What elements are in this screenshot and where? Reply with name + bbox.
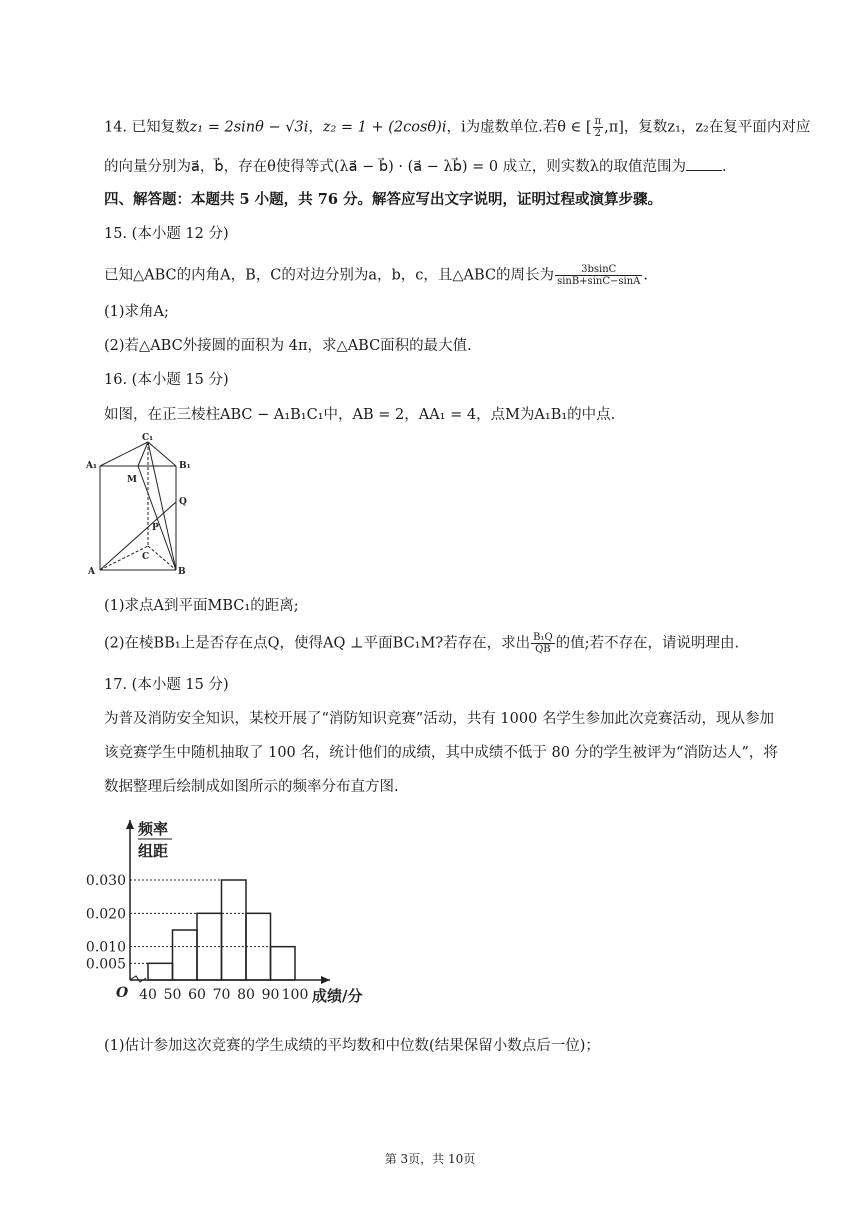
x-tick-label: 90 <box>261 987 280 1003</box>
q14-text-d: 的向量分别为a⃗，b⃗，存在θ使得等式(λa⃗ − b⃗) · (a⃗ − λb⃗) = 0 成立，则实数λ的取值范围为 <box>104 159 686 175</box>
q15-stem <box>104 264 648 287</box>
q15-stem-text: 已知△ABC的内角A，B，C的对边分别为a，b，c，且△ABC的周长为 <box>104 267 555 284</box>
label-A: A <box>88 567 95 577</box>
x-tick-label: 100 <box>281 987 309 1003</box>
x-axis-arrow-icon <box>321 976 330 984</box>
q14-text-a: 14. 已知复数 <box>104 119 190 136</box>
q16-part2 <box>104 632 739 655</box>
q16-ratio-frac: $\frac{\text{B₁Q}}{QB}$ <box>533 632 553 655</box>
x-axis-label: 成绩/分 <box>312 987 363 1005</box>
y-axis-label-bottom: 组距 <box>138 842 169 860</box>
q17-part1: (1)估计参加这次竞赛的学生成绩的平均数和中位数(结果保留小数点后一位)； <box>104 1038 600 1054</box>
q15-part2: (2)若△ABC外接圆的面积为 4π，求△ABC面积的最大值. <box>104 338 472 354</box>
label-C1: C₁ <box>142 433 154 443</box>
label-C: C <box>142 552 150 562</box>
section-4-heading: 四、解答题：本题共 5 小题，共 76 分。解答应写出文字说明，证明过程或演算步骤。 <box>104 191 662 208</box>
q16-part2-text: (2)在棱BB₁上是否存在点Q，使得AQ ⊥平面BC₁M?若存在，求出 <box>104 635 531 652</box>
axis-break-mark <box>130 976 146 982</box>
answer-blank <box>686 158 722 171</box>
q17-stem-3: 数据整理后绘制成如图所示的频率分布直方图. <box>104 779 399 795</box>
q14-line2 <box>104 157 727 177</box>
label-B1: B₁ <box>179 461 191 471</box>
x-tick-label: 70 <box>212 987 231 1003</box>
histogram-bar <box>197 913 222 980</box>
q15-part1: (1)求角A; <box>104 304 169 320</box>
prism-figure <box>80 432 210 582</box>
label-P: P <box>152 523 159 533</box>
y-tick-label: 0.020 <box>85 906 126 923</box>
label-A1: A₁ <box>86 461 97 471</box>
q14-z2: z₂ = 1 + (2cosθ)i <box>322 119 447 136</box>
q14-text-c: ,π]，复数z₁，z₂在复平面内对应 <box>604 119 811 136</box>
q16-stem: 如图，在正三棱柱ABC − A₁B₁C₁中，AB = 2，AA₁ = 4，点M为A₁B₁的中点. <box>104 407 616 423</box>
q15-header: 15. (本小题 12 分) <box>104 226 229 242</box>
q15-perimeter-frac: $\frac{3bsinC}{\sin B+\sin C-\sin A}$ <box>557 264 641 287</box>
q16-part1: (1)求点A到平面MBC₁的距离; <box>104 598 299 614</box>
histogram-bar <box>148 963 173 980</box>
q17-header: 17. (本小题 15 分) <box>104 677 229 693</box>
x-tick-label: 60 <box>188 987 206 1003</box>
histogram-bar <box>173 930 198 980</box>
q16-header: 16. (本小题 15 分) <box>104 372 229 388</box>
q17-stem-2: 该竞赛学生中随机抽取了 100 名，统计他们的成绩，其中成绩不低于 80 分的学生被评为“消防达人”，将 <box>104 745 778 761</box>
origin-label: O <box>116 985 129 1001</box>
histogram-bar <box>271 947 296 980</box>
q14-period: . <box>721 159 727 175</box>
y-axis-arrow-icon <box>126 820 134 829</box>
page-footer: 第 3页，共 10页 <box>384 1152 476 1166</box>
q16-part2-end: 的值;若不存在，请说明理由. <box>555 635 740 652</box>
y-tick-label: 0.010 <box>85 939 126 956</box>
q14-text-b: ，i为虚数单位.若θ ∈ [ <box>446 119 592 136</box>
q15-stem-end: . <box>643 267 648 284</box>
y-axis-label-top: 频率 <box>138 820 169 838</box>
label-Q: Q <box>179 497 187 507</box>
frequency-histogram <box>80 812 380 1012</box>
q17-stem-1: 为普及消防安全知识，某校开展了“消防知识竞赛”活动，共有 1000 名学生参加此次竞赛活动，现从参加 <box>104 711 774 727</box>
label-M: M <box>127 475 137 485</box>
x-tick-label: 50 <box>163 987 182 1003</box>
q14-line1: 14. 已知复数z₁ = 2sinθ − √3i，z₂ = 1 + (2cosθ)i，i为虚数单位.若θ ∈ [ $\frac{\pi}{2}$ ,π]，复数z₁，z₂在复平面内对应 <box>104 116 811 139</box>
y-tick-label: 0.005 <box>85 956 126 973</box>
x-tick-label: 40 <box>139 987 157 1003</box>
histogram-bar <box>222 880 247 980</box>
x-tick-label: 80 <box>237 987 255 1003</box>
y-tick-label: 0.030 <box>85 873 126 889</box>
q14-z1: z₁ = 2sinθ − √3i <box>189 119 309 136</box>
q14-pi-frac: $\frac{\pi}{2}$ <box>594 116 602 139</box>
label-B: B <box>178 567 186 577</box>
